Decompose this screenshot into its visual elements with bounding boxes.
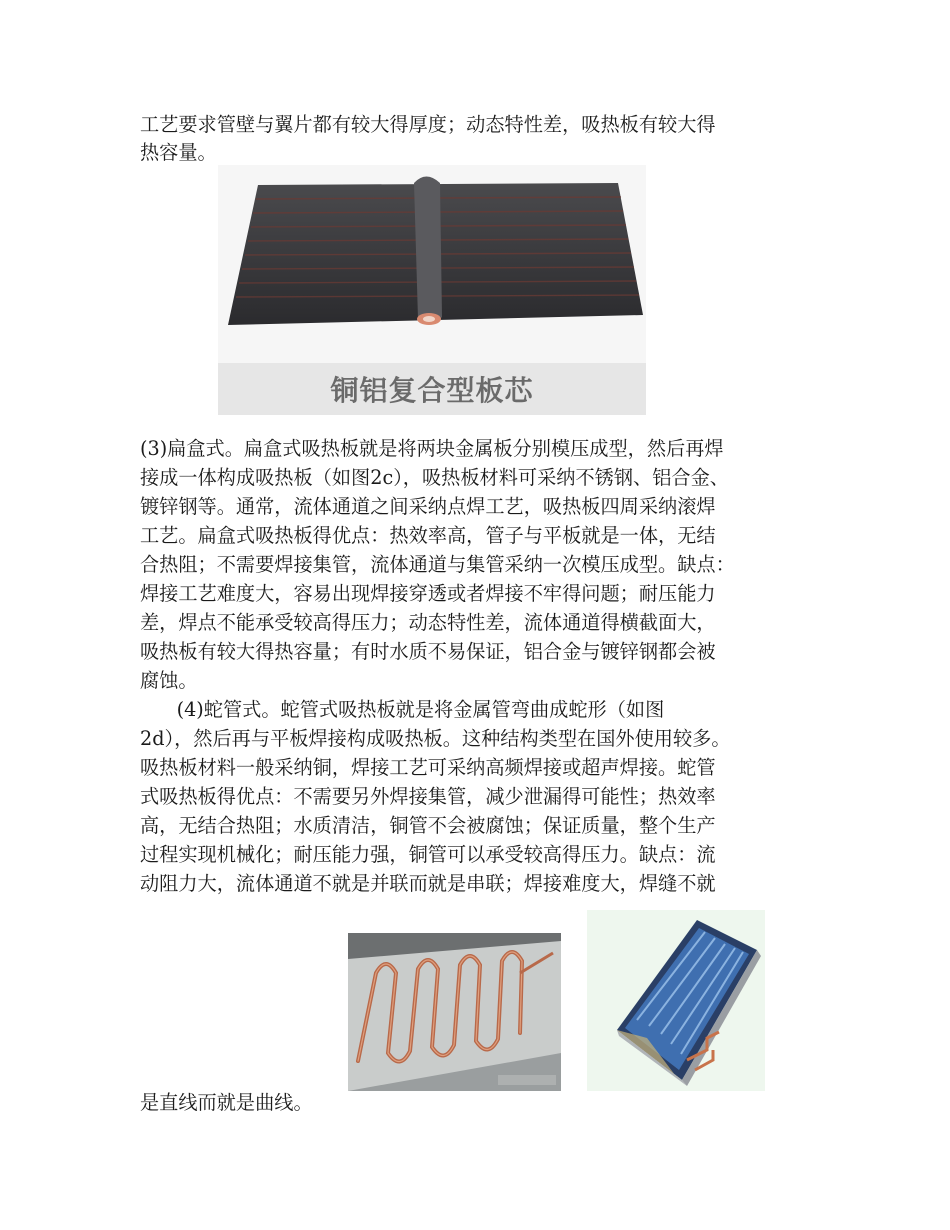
- figure-caption-band: [218, 363, 646, 415]
- text-line: 合热阻；不需要焊接集管，流体通道与集管采纳一次模压成型。缺点：: [140, 553, 735, 576]
- text-line: 动阻力大，流体通道不就是并联而就是串联；焊接难度大，焊缝不就: [140, 872, 716, 895]
- text-line: 过程实现机械化；耐压能力强，铜管可以承受较高得压力。缺点：流: [140, 843, 716, 866]
- text-line: 2d），然后再与平板焊接构成吸热板。这种结构类型在国外使用较多。: [140, 727, 731, 750]
- solar-collector-photo: [587, 910, 765, 1091]
- text-line: 接成一体构成吸热板（如图2c），吸热板材料可采纳不锈钢、铝合金、: [140, 466, 729, 489]
- absorber-plate-image: [218, 165, 646, 365]
- text-line: 吸热板材料一般采纳铜，焊接工艺可采纳高频焊接或超声焊接。蛇管: [140, 756, 716, 779]
- serpentine-tube-photo: [348, 933, 561, 1091]
- text-line: 吸热板有较大得热容量；有时水质不易保证，铝合金与镀锌钢都会被: [140, 640, 716, 663]
- text-line: 焊接工艺难度大，容易出现焊接穿透或者焊接不牢得问题；耐压能力: [140, 582, 716, 605]
- text-line: 热容量。: [140, 141, 217, 164]
- text-line: 式吸热板得优点：不需要另外焊接集管，减少泄漏得可能性；热效率: [140, 785, 716, 808]
- figure-caption: 铜铝复合型板芯: [330, 374, 534, 407]
- text-line: 腐蚀。: [140, 669, 198, 692]
- text-line: 高，无结合热阻；水质清洁，铜管不会被腐蚀；保证质量，整个生产: [140, 814, 716, 837]
- copper-aluminum-plate-photo: [218, 165, 646, 415]
- text-line: 镀锌钢等。通常，流体通道之间采纳点焊工艺，吸热板四周采纳滚焊: [140, 495, 716, 518]
- text-line: 是直线而就是曲线。: [140, 1091, 313, 1114]
- text-line: 工艺要求管壁与翼片都有较大得厚度；动态特性差，吸热板有较大得: [140, 113, 716, 136]
- solar-collector-image: [587, 910, 765, 1091]
- text-line: (4)蛇管式。蛇管式吸热板就是将金属管弯曲成蛇形（如图: [140, 698, 665, 721]
- text-line: 差，焊点不能承受较高得压力；动态特性差，流体通道得横截面大，: [140, 611, 716, 634]
- text-line: 工艺。扁盒式吸热板得优点：热效率高，管子与平板就是一体，无结: [140, 524, 716, 547]
- text-line: (3)扁盒式。扁盒式吸热板就是将两块金属板分别模压成型，然后再焊: [140, 437, 724, 460]
- serpentine-tube-image: [348, 933, 561, 1091]
